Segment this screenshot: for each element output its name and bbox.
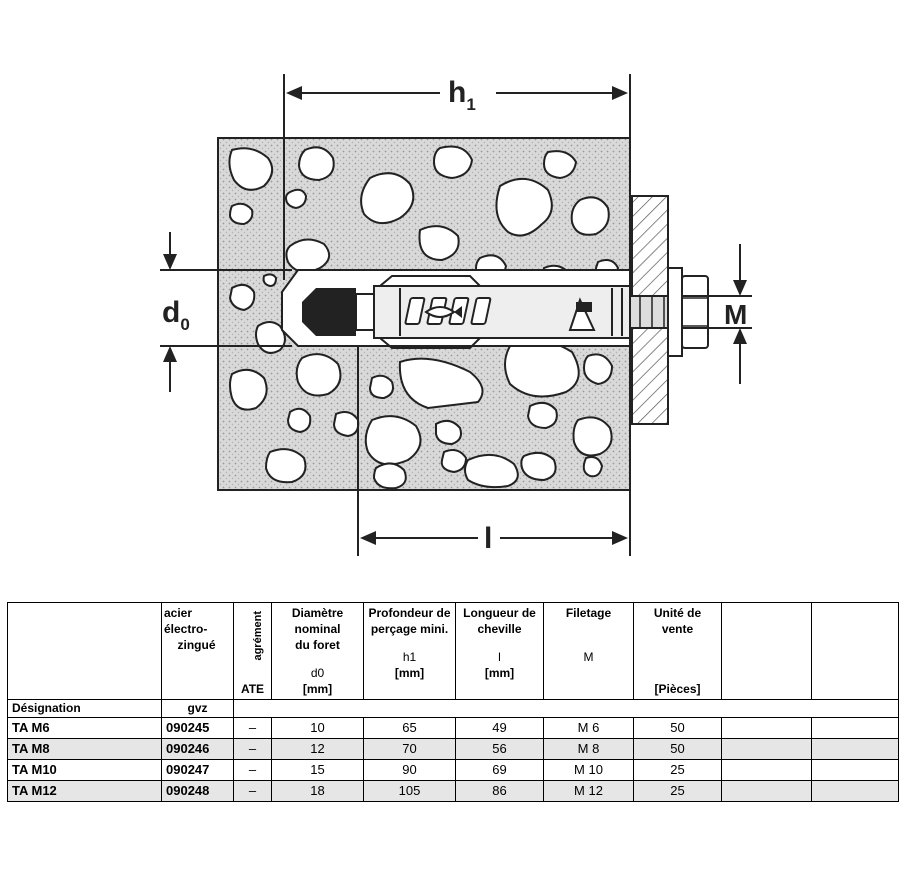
cell-extra: [812, 760, 899, 781]
product-spec-table: [7, 602, 899, 802]
cell-l: 56: [456, 739, 544, 760]
cell-h1: 65: [364, 718, 456, 739]
cell-d0: 12: [272, 739, 364, 760]
cell-ate: –: [234, 760, 272, 781]
cell-pack: 25: [634, 760, 722, 781]
cell-pack: 50: [634, 739, 722, 760]
cell-thread: M 10: [544, 760, 634, 781]
header-d0: Diamètre nominal du foret d0 [mm]: [272, 603, 364, 700]
cell-l: 86: [456, 781, 544, 802]
cell-designation: TA M6: [8, 718, 162, 739]
cell-extra: [722, 781, 812, 802]
header-agrement: [234, 603, 272, 700]
cell-thread: M 12: [544, 781, 634, 802]
sub-gvz: gvz: [162, 700, 234, 718]
cell-gvz: 090246: [162, 739, 234, 760]
header-agrement-label: agrément: [252, 611, 264, 661]
table-row: [8, 739, 899, 760]
cell-extra: [812, 739, 899, 760]
cell-designation: TA M8: [8, 739, 162, 760]
cell-extra: [722, 739, 812, 760]
cell-gvz: 090247: [162, 760, 234, 781]
label-M: M: [724, 299, 748, 330]
header-l: Longueur de cheville l [mm]: [456, 603, 544, 700]
cell-h1: 70: [364, 739, 456, 760]
cell-thread: M 8: [544, 739, 634, 760]
header-empty: [8, 603, 162, 700]
table-header-row: [8, 603, 899, 700]
label-h1: $h_1$: [448, 76, 476, 114]
cell-gvz: 090248: [162, 781, 234, 802]
cell-designation: TA M12: [8, 781, 162, 802]
header-extra-2: [812, 603, 899, 700]
label-l: l: [484, 522, 493, 555]
cell-extra: [722, 760, 812, 781]
table-row: [8, 781, 899, 802]
header-pack: Unité de vente [Pièces]: [634, 603, 722, 700]
cell-gvz: 090245: [162, 718, 234, 739]
label-d0: $d_0$: [162, 296, 190, 334]
cell-d0: 18: [272, 781, 364, 802]
sub-empty: [234, 700, 899, 718]
cell-ate: –: [234, 739, 272, 760]
cell-h1: 90: [364, 760, 456, 781]
cell-l: 69: [456, 760, 544, 781]
sub-designation: Désignation: [8, 700, 162, 718]
table-row: [8, 760, 899, 781]
cell-designation: TA M10: [8, 760, 162, 781]
cell-pack: 25: [634, 781, 722, 802]
table-row: [8, 718, 899, 739]
cell-d0: 10: [272, 718, 364, 739]
cell-extra: [812, 718, 899, 739]
cell-extra: [722, 718, 812, 739]
cell-pack: 50: [634, 718, 722, 739]
cell-ate: –: [234, 718, 272, 739]
cell-extra: [812, 781, 899, 802]
table-subheader-row: [8, 700, 899, 718]
cell-l: 49: [456, 718, 544, 739]
header-thread: Filetage M: [544, 603, 634, 700]
header-h1: Profondeur de perçage mini. h1 [mm]: [364, 603, 456, 700]
cell-d0: 15: [272, 760, 364, 781]
header-ate: ATE: [240, 682, 265, 696]
cell-ate: –: [234, 781, 272, 802]
cell-h1: 105: [364, 781, 456, 802]
header-material: acier électro- zingué: [162, 603, 234, 700]
header-extra-1: [722, 603, 812, 700]
cell-thread: M 6: [544, 718, 634, 739]
